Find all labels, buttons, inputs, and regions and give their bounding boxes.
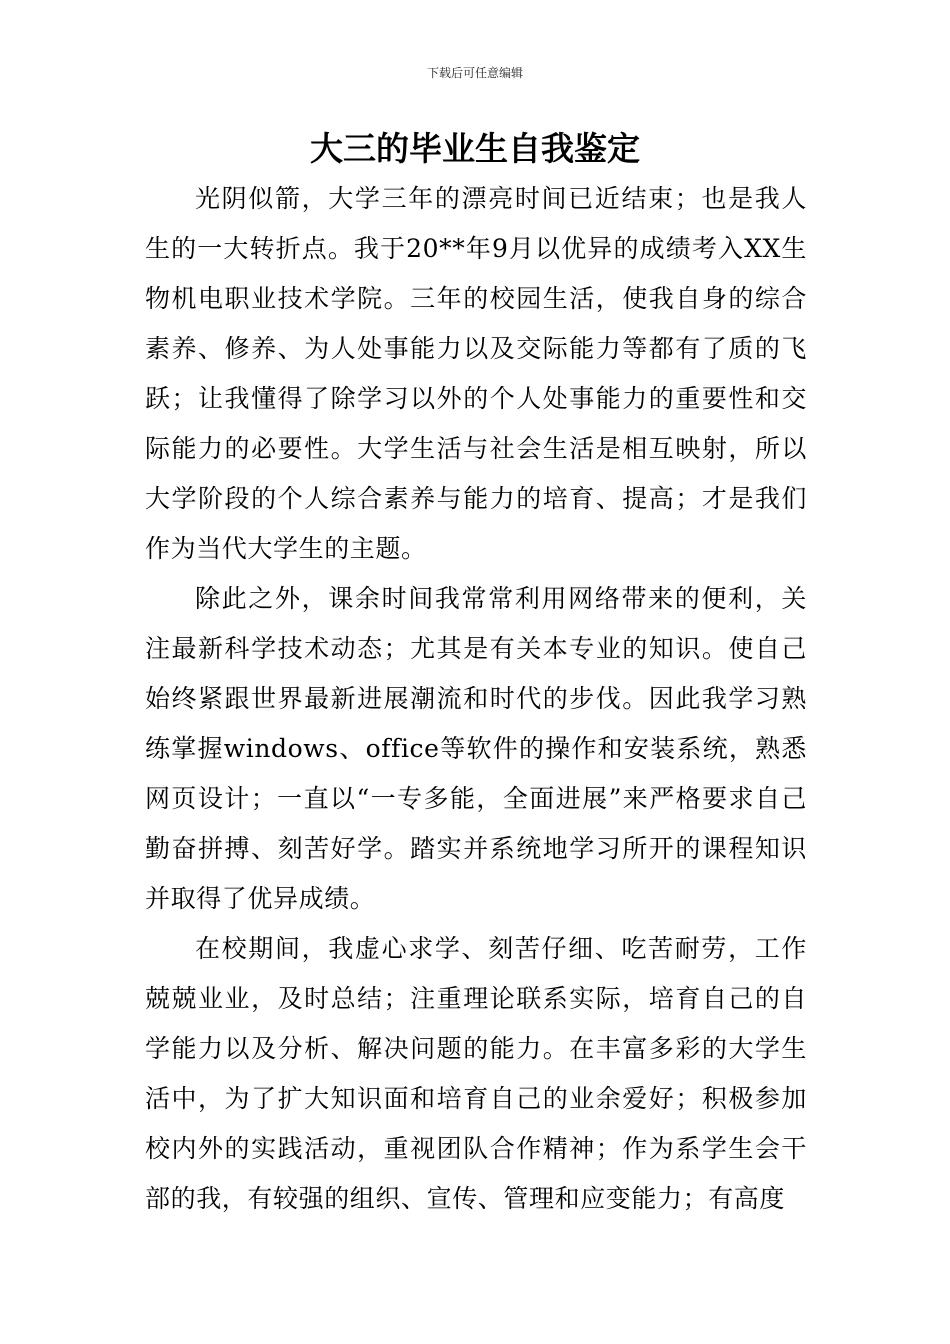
paragraph-3: 在校期间，我虚心求学、刻苦仔细、吃苦耐劳，工作兢兢业业，及时总结；注重理论联系实际，培育自己的自学能力以及分析、解决问题的能力。在丰富多彩的大学生活中，为了扩大知识面和培育自己的业余爱好；积极参加校内外的实践活动，重视团队合作精神；作为系学生会干部的我，有较强的组织、宣传、管理和应变能力；有高度: [145, 934, 807, 1213]
paragraph-2: 除此之外，课余时间我常常利用网络带来的便利，关注最新科学技术动态；尤其是有关本专业的知识。使自己始终紧跟世界最新进展潮流和时代的步伐。因此我学习熟练掌握windows、office等软件的操作和安装系统，熟悉网页设计；一直以“一专多能，全面进展”来严格要求自己勤奋拼搏、刻苦好学。踏实并系统地学习所开的课程知识并取得了优异成绩。: [145, 584, 807, 913]
paragraph-1: 光阴似箭，大学三年的漂亮时间已近结束；也是我人生的一大转折点。我于20**年9月以优异的成绩考入XX生物机电职业技术学院。三年的校园生活，使我自身的综合素养、修养、为人处事能力以及交际能力等都有了质的飞跃；让我懂得了除学习以外的个人处事能力的重要性和交际能力的必要性。大学生活与社会生活是相互映射，所以大学阶段的个人综合素养与能力的培育、提高；才是我们作为当代大学生的主题。: [145, 184, 807, 563]
document-title: 大三的毕业生自我鉴定: [310, 129, 640, 168]
header-note: 下载后可任意编辑: [426, 66, 523, 80]
document-body: [145, 174, 807, 1224]
